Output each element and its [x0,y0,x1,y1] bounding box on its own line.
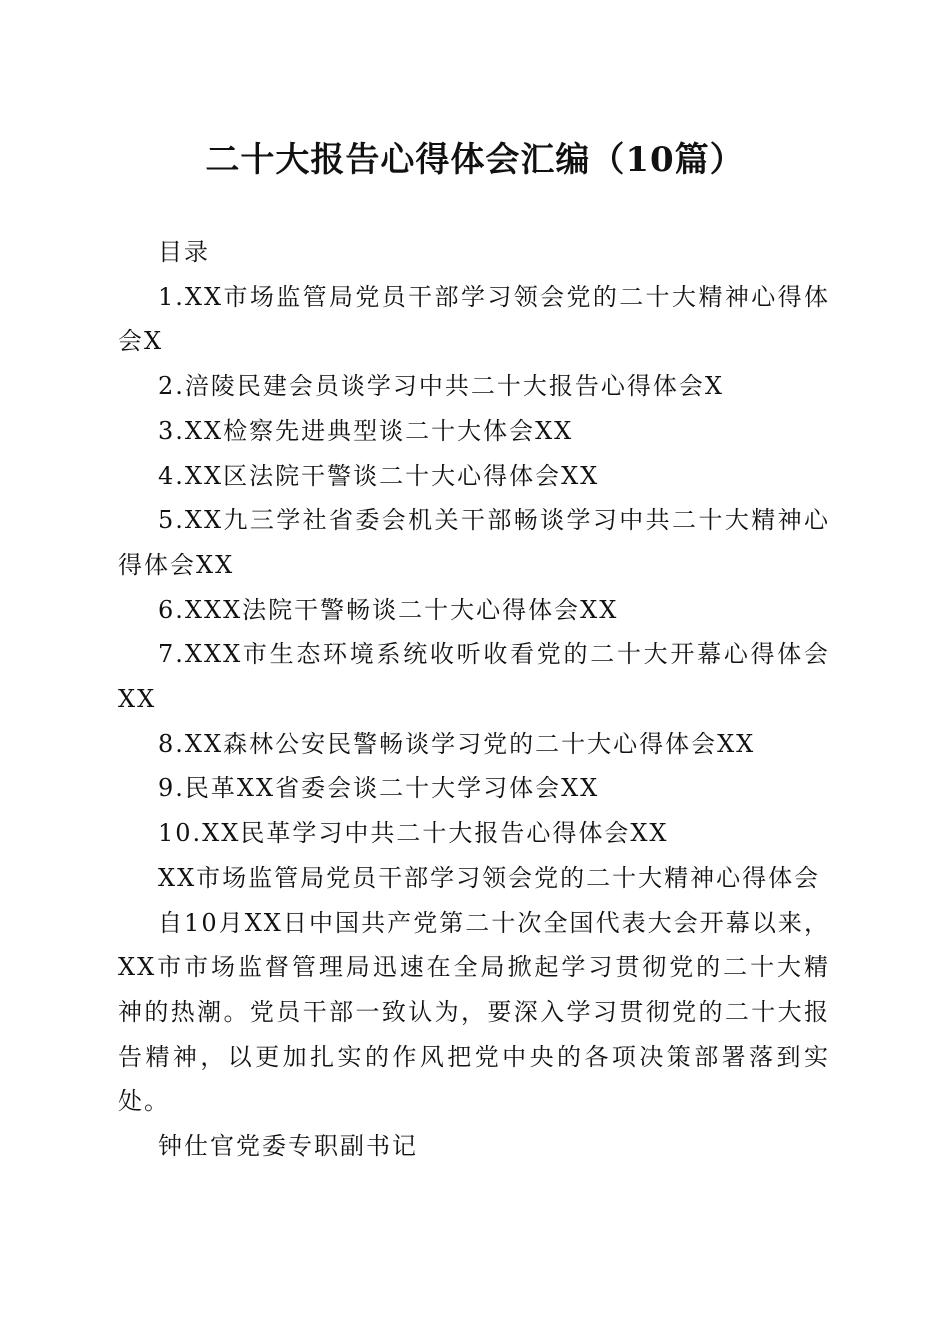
toc-item: 1.XX市场监管局党员干部学习领会党的二十大精神心得体会X [118,282,830,356]
toc-item: 2.涪陵民建会员谈学习中共二十大报告心得体会X [158,372,724,401]
toc-item: 5.XX九三学社省委会机关干部畅谈学习中共二十大精神心得体会XX [118,506,830,579]
toc-item: 3.XX检察先进典型谈二十大体会XX [158,416,574,445]
toc-item: 9.民革XX省委会谈二十大学习体会XX [158,774,600,803]
toc-item: 7.XXX市生态环境系统收听收看党的二十大开幕心得体会XX [118,640,830,714]
document-title: 二十大报告心得体会汇编（10篇） [205,140,745,180]
toc-item: 6.XXX法院干警畅谈二十大心得体会XX [158,595,619,624]
toc-item: 10.XX民革学习中共二十大报告心得体会XX [158,819,669,848]
section-title: XX市场监管局党员干部学习领会党的二十大精神心得体会 [158,863,821,892]
toc-item: 8.XX森林公安民警畅谈学习党的二十大心得体会XX [158,729,756,758]
document-body [118,230,830,1169]
body-paragraph: 自10月XX日中国共产党第二十次全国代表大会开幕以来，XX市市场监督管理局迅速在全局掀起学习贯彻党的二十大精神的热潮。党员干部一致认为，要深入学习贯彻党的二十大报告精神，以更加扎实的作风把党中央的各项决策部署落到实处。 [118,908,830,1116]
toc-item: 4.XX区法院干警谈二十大心得体会XX [158,461,600,490]
toc-heading: 目录 [158,238,210,266]
speaker-line: 钟仕官党委专职副书记 [158,1132,418,1161]
